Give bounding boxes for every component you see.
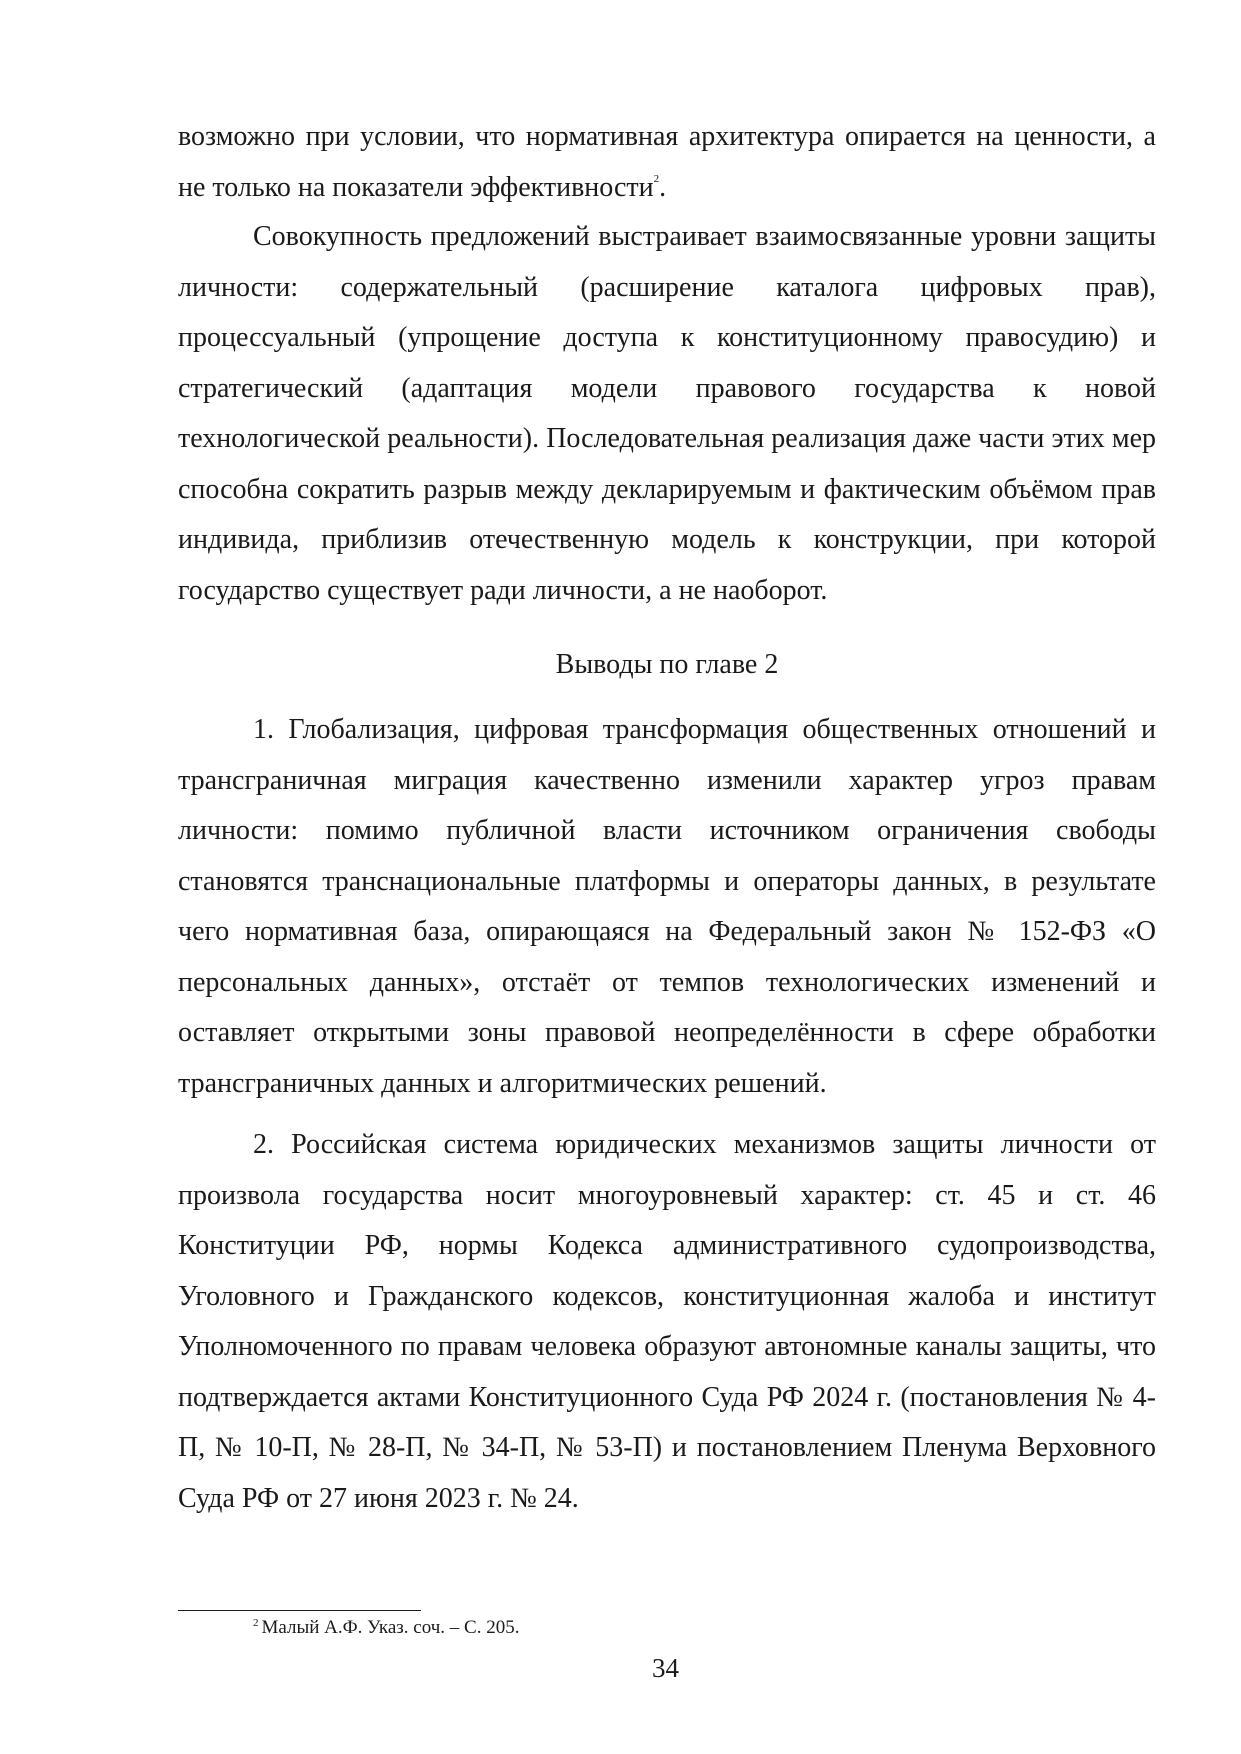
footnote-text: Малый А.Ф. Указ. соч. – С. 205. [261, 1617, 520, 1638]
footnote-separator [178, 1610, 421, 1611]
paragraph-summary [178, 212, 1156, 616]
section-heading: Выводы по главе 2 [555, 649, 779, 680]
conclusion-text: 1. Глобализация, цифровая трансформация общественных отношений и трансграничная миграция качественно изменили характер угроз правам личности: помимо публичной власти источником ограничения свободы становятся транснациональные платформы и операторы данных, в результате чего нормативная база, опирающаяся на Федеральный закон № 152-ФЗ «О персональных данных», отстаёт от темпов технологических изменений и оставляет открытыми зоны правовой неопределённости в сфере обработки трансграничных данных и алгоритмических решений. [178, 714, 1156, 1099]
paragraph-text: возможно при условии, что нормативная архитектура опирается на ценности, а не только на показатели эффективности [178, 121, 1156, 203]
page-number: 34 [652, 1653, 679, 1683]
conclusion-item-1 [178, 705, 1156, 1109]
footnote [253, 1614, 519, 1642]
paragraph-continuation [178, 112, 1156, 213]
conclusion-text: 2. Российская система юридических механизмов защиты личности от произвола государства носит многоуровневый характер: ст. 45 и ст. 46 Конституции РФ, нормы Кодекса административного судопроизводства, Уголовного и Гражданского кодексов, конституционная жалоба и институт Уполномоченного по правам человека образуют автономные каналы защиты, что подтверждается актами Конституционного Суда РФ 2024 г. (постановления № 4-П, № 10-П, № 28-П, № 34-П, № 53-П) и постановлением Пленума Верховного Суда РФ от 27 июня 2023 г. № 24. [178, 1129, 1156, 1514]
paragraph-end-punctuation: . [659, 171, 667, 203]
paragraph-text: Совокупность предложений выстраивает взаимосвязанные уровни защиты личности: содержательный (расширение каталога цифровых прав), процессуальный (упрощение доступа к конституционному правосудию) и стратегический (адаптация модели правового государства к новой технологической реальности). Последовательная реализация даже части этих мер способна сократить разрыв между декларируемым и фактическим объёмом прав индивида, приблизив отечественную модель к конструкции, при которой государство существует ради личности, а не наоборот. [178, 221, 1156, 606]
footnote-number: 2 [253, 1617, 259, 1629]
conclusion-item-2 [178, 1120, 1156, 1524]
footnote-reference[interactable]: 2 [653, 172, 660, 185]
